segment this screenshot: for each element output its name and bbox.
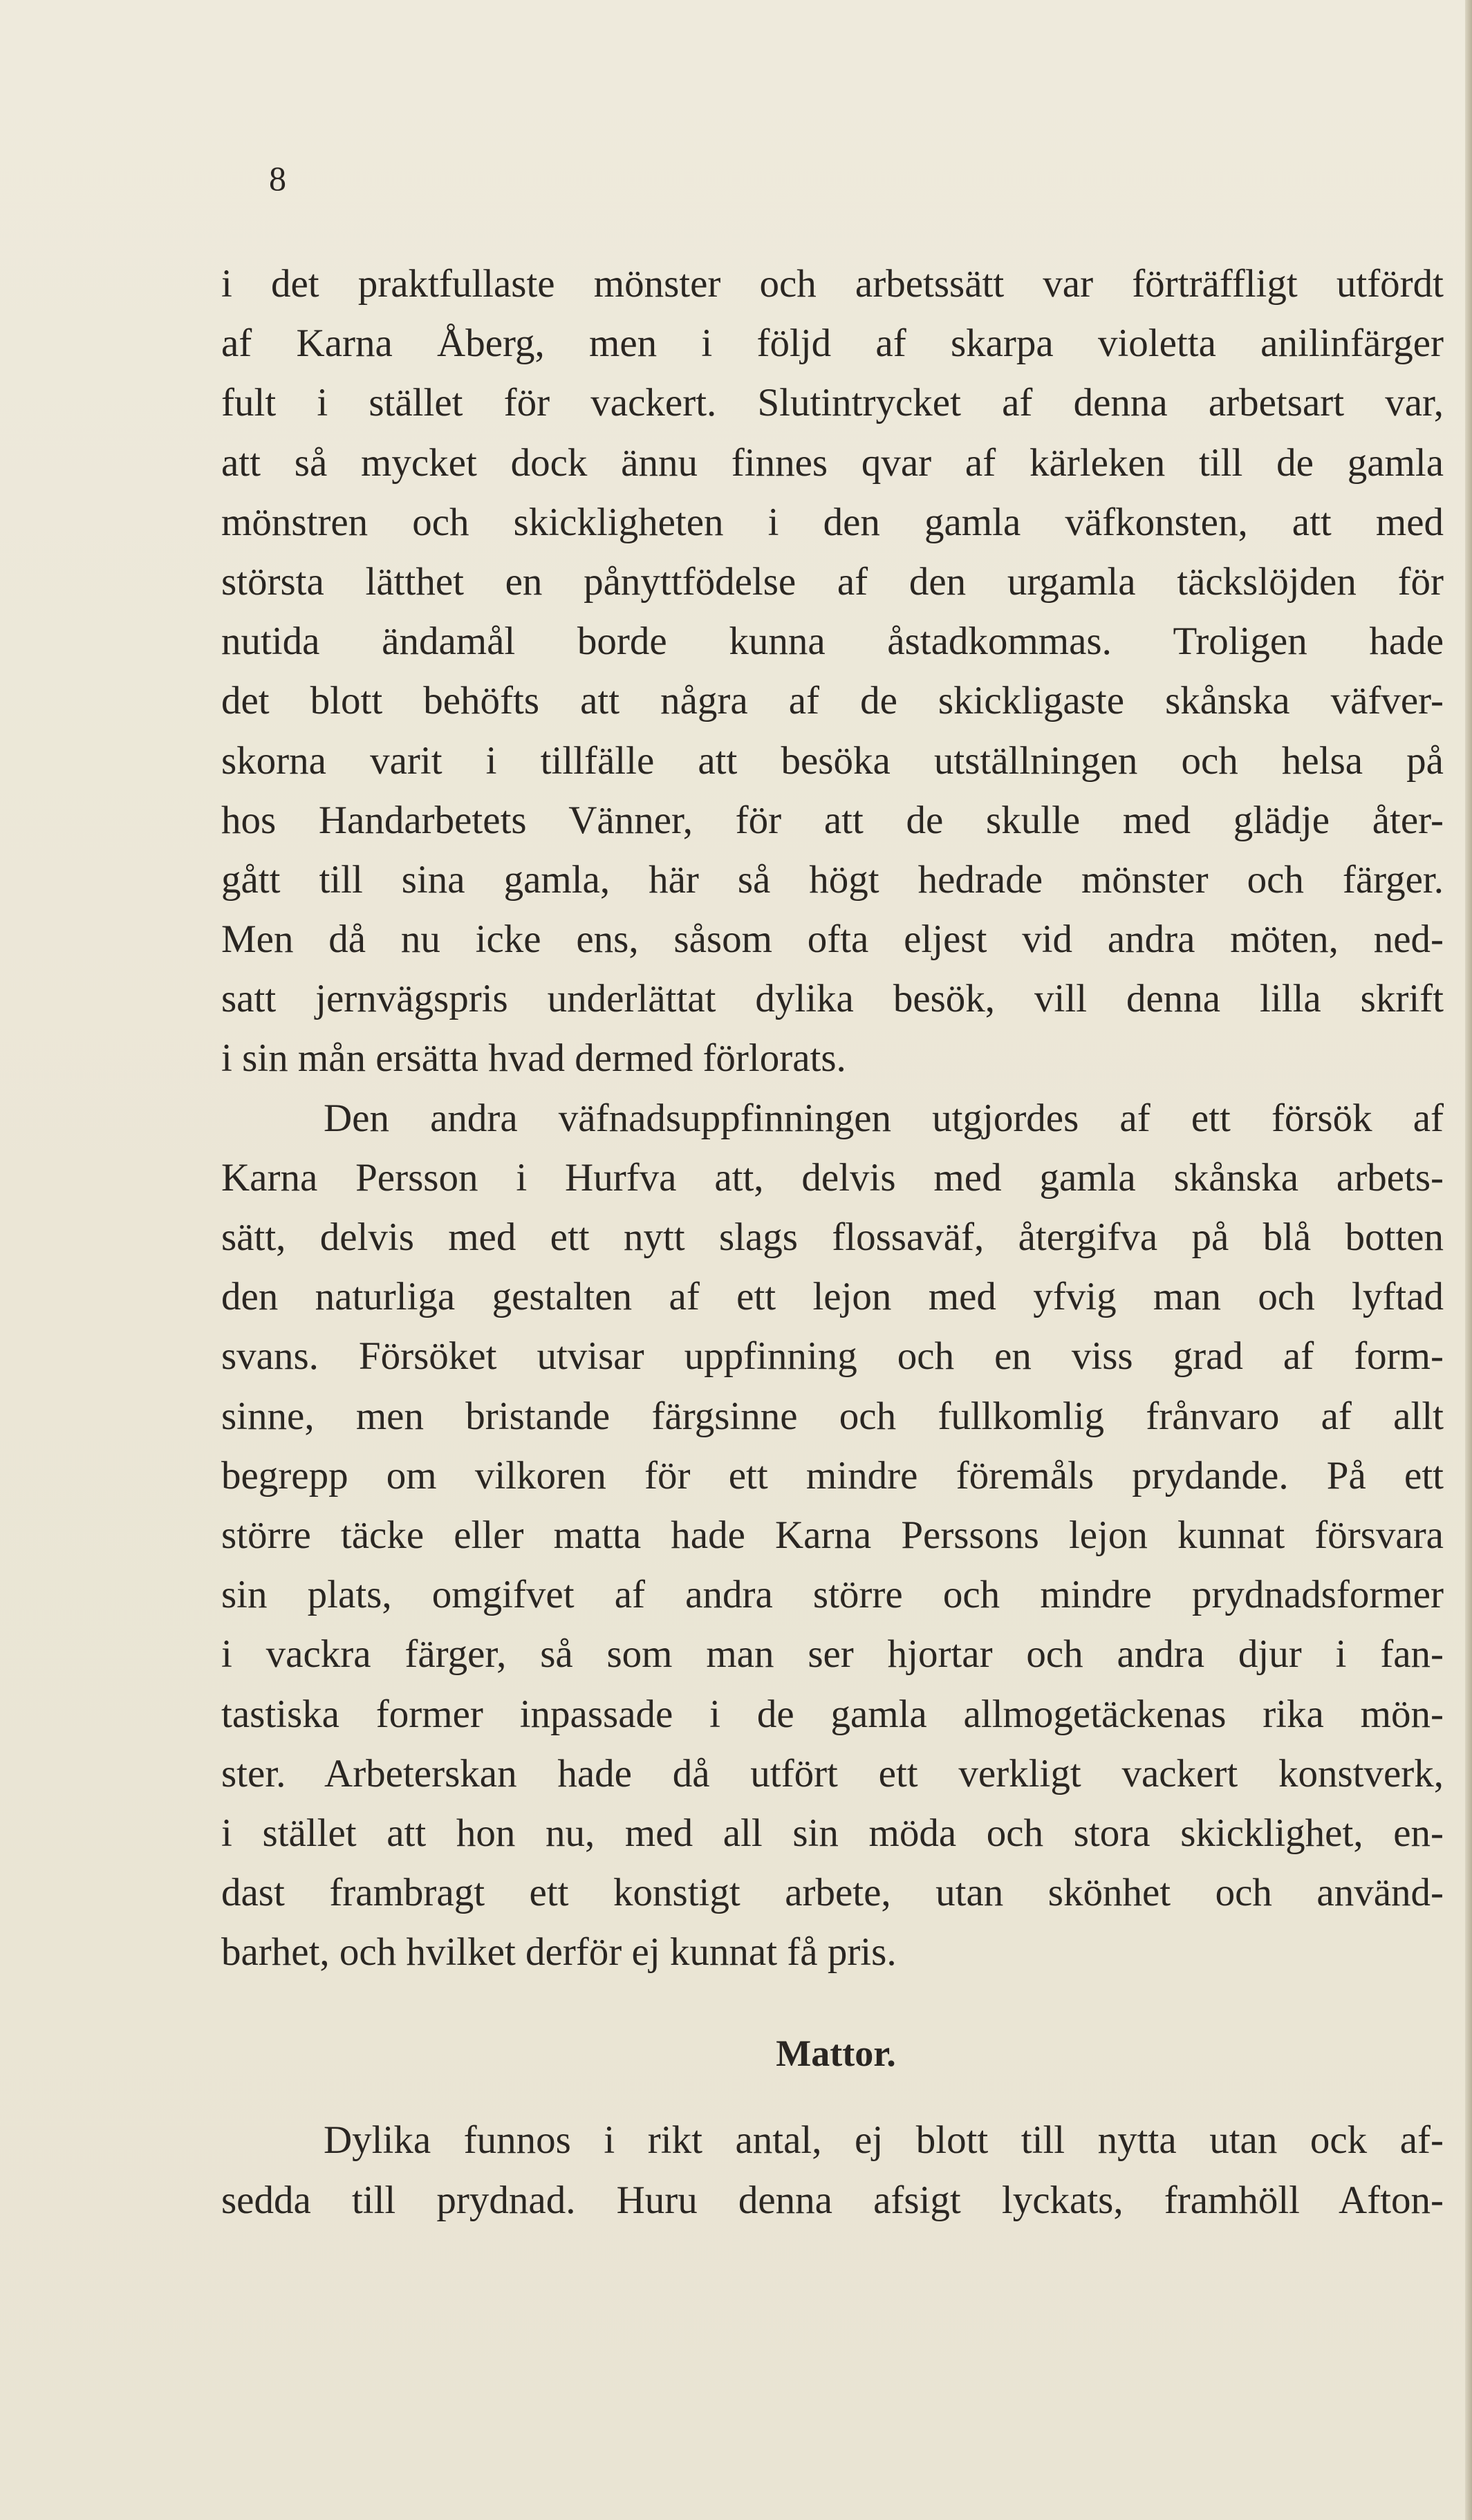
text-line: skorna varit i tillfälle att besöka utställningen och helsa på	[221, 738, 1444, 783]
text-line: det blott behöfts att några af de skickligaste skånska väfver-	[221, 679, 1444, 723]
text-line: sinne, men bristande färgsinne och fullkomlig frånvaro af allt	[221, 1394, 1444, 1438]
text-line: ster. Arbeterskan hade då utfört ett verkligt vackert konstverk,	[221, 1751, 1444, 1795]
text-line: tastiska former inpassade i de gamla allmogetäckenas rika mön-	[221, 1692, 1444, 1736]
text-line: satt jernvägspris underlättat dylika besök, vill denna lilla skrift	[221, 977, 1444, 1021]
text-line: att så mycket dock ännu finnes qvar af kärleken till de gamla	[221, 440, 1444, 485]
text-line: i stället att hon nu, med all sin möda och stora skicklighet, en-	[221, 1811, 1444, 1855]
text-line: mönstren och skickligheten i den gamla väfkonsten, att med	[221, 500, 1444, 544]
text-line: största lätthet en pånyttfödelse af den urgamla täckslöjden för	[221, 559, 1444, 604]
text-line: hos Handarbetets Vänner, för att de skulle med glädje åter-	[221, 798, 1444, 842]
text-line: Dylika funnos i rikt antal, ej blott till nytta utan ock af-	[324, 2118, 1444, 2163]
body-text	[221, 254, 1444, 2230]
text-line: begrepp om vilkoren för ett mindre föremåls prydande. På ett	[221, 1453, 1444, 1497]
text-line: af Karna Åberg, men i följd af skarpa violetta anilinfärger	[221, 321, 1444, 366]
text-line: i sin mån ersätta hvad dermed förlorats.	[221, 1036, 846, 1081]
text-line: sin plats, omgifvet af andra större och mindre prydnadsformer	[221, 1573, 1444, 1617]
text-line: barhet, och hvilket derför ej kunnat få pris.	[221, 1930, 897, 1975]
text-line: Den andra väfnadsuppfinningen utgjordes af ett försök af	[324, 1096, 1444, 1140]
text-line: sätt, delvis med ett nytt slags flossaväf, återgifva på blå botten	[221, 1215, 1444, 1259]
text-line: i det praktfullaste mönster och arbetssätt var förträffligt utfördt	[221, 262, 1444, 306]
text-line: nutida ändamål borde kunna åstadkommas. Troligen hade	[221, 619, 1444, 664]
page-number: 8	[269, 159, 286, 198]
text-line: den naturliga gestalten af ett lejon med yfvig man och lyftad	[221, 1275, 1444, 1319]
text-line: svans. Försöket utvisar uppfinning och en viss grad af form-	[221, 1334, 1444, 1379]
text-line: större täcke eller matta hade Karna Perssons lejon kunnat försvara	[221, 1513, 1444, 1557]
text-line: Karna Persson i Hurfva att, delvis med gamla skånska arbets-	[221, 1155, 1444, 1200]
page-edge	[1465, 0, 1472, 2520]
text-line: sedda till prydnad. Huru denna afsigt lyckats, framhöll Afton-	[221, 2178, 1444, 2222]
text-line: i vackra färger, så som man ser hjortar och andra djur i fan-	[221, 1632, 1444, 1677]
text-line: Men då nu icke ens, såsom ofta eljest vid andra möten, ned-	[221, 917, 1444, 962]
text-line: fult i stället för vackert. Slutintrycket af denna arbetsart var,	[221, 381, 1444, 425]
text-line: dast frambragt ett konstigt arbete, utan skönhet och använd-	[221, 1871, 1444, 1915]
text-line: gått till sina gamla, här så högt hedrade mönster och färger.	[221, 857, 1444, 902]
section-heading: Mattor.	[776, 2033, 896, 2075]
